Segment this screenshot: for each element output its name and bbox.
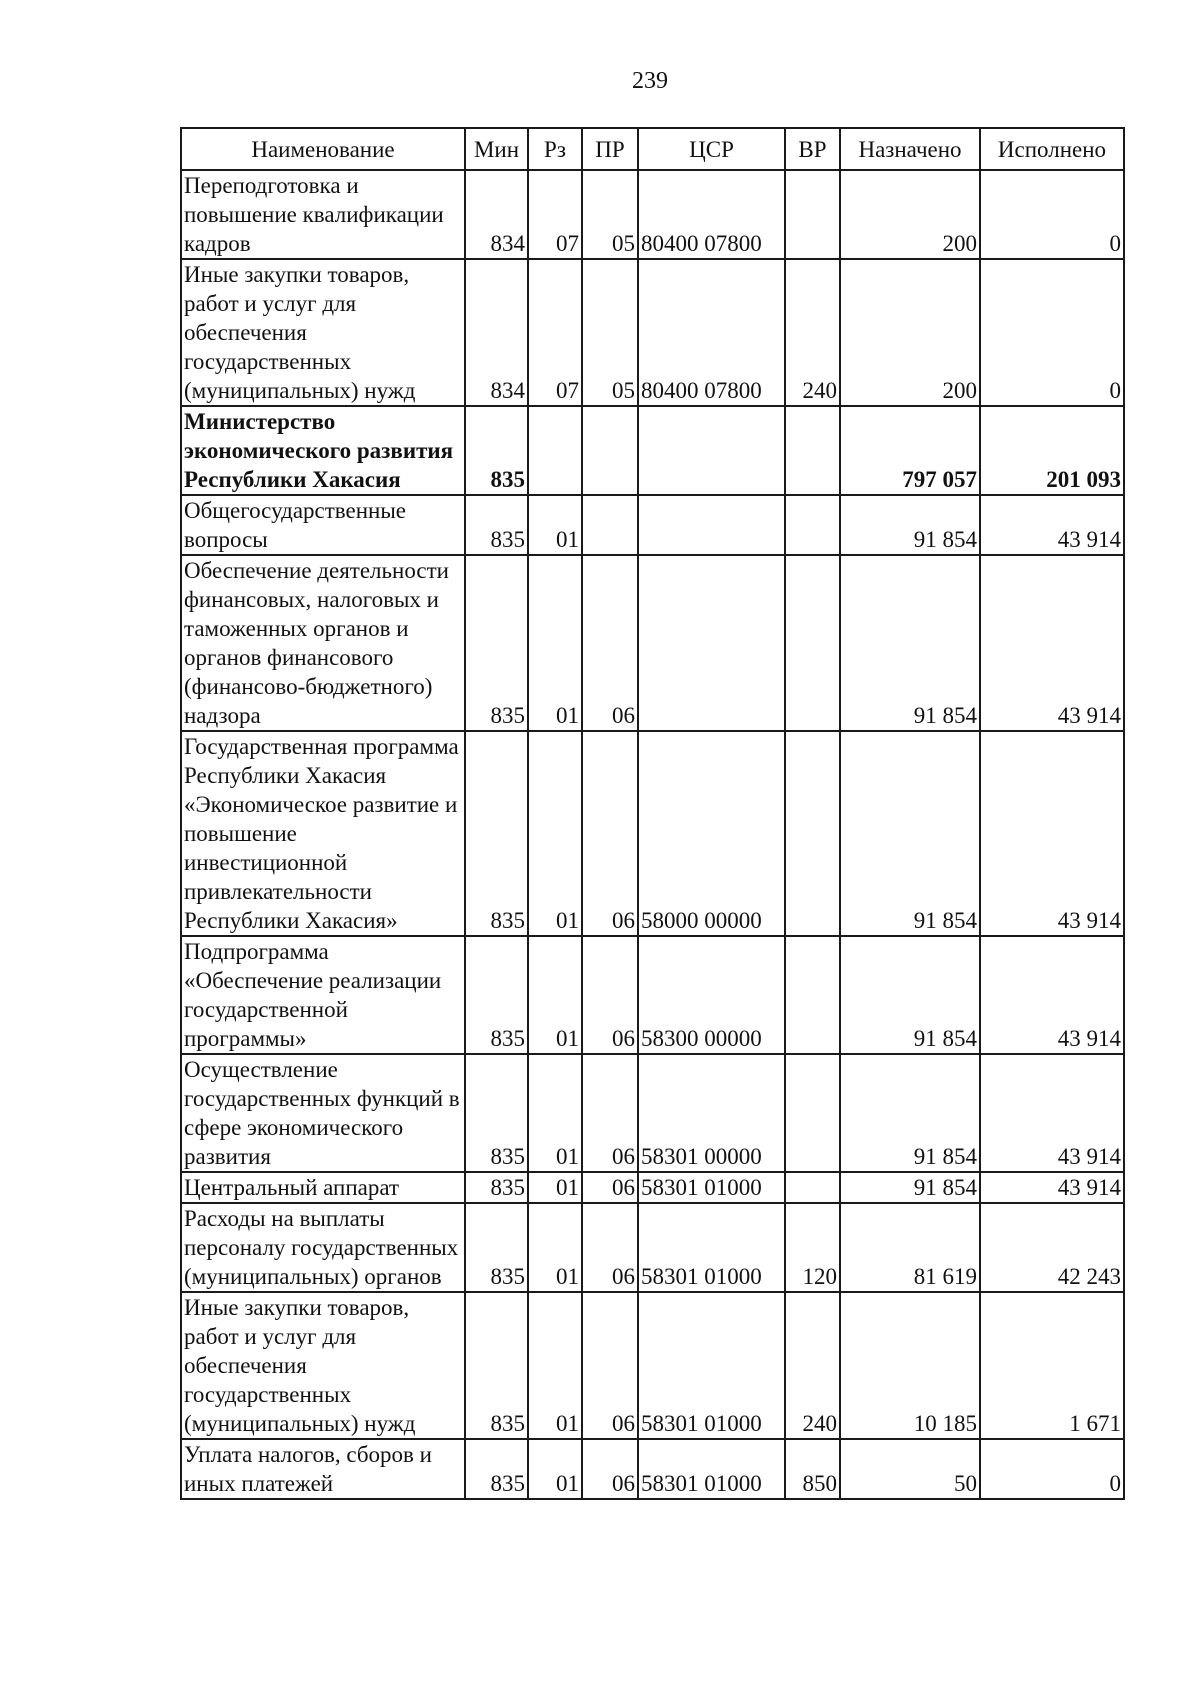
- table-header-row: [181, 128, 1124, 170]
- cell-vr: [785, 495, 840, 555]
- header-csr: ЦСР: [638, 128, 785, 170]
- cell-assigned: 91 854: [840, 1054, 980, 1172]
- cell-assigned: 91 854: [840, 1172, 980, 1203]
- cell-name: Осуществление государственных функций в сфере экономического развития: [181, 1054, 465, 1172]
- cell-assigned: 10 185: [840, 1292, 980, 1439]
- cell-rz: 01: [528, 555, 582, 731]
- cell-csr: 58301 01000: [638, 1172, 785, 1203]
- cell-min: 835: [465, 1203, 528, 1292]
- cell-name: Общегосударственные вопросы: [181, 495, 465, 555]
- cell-name: Подпрограмма «Обеспечение реализации государственной программы»: [181, 936, 465, 1054]
- cell-assigned: 200: [840, 259, 980, 406]
- cell-assigned: 50: [840, 1439, 980, 1499]
- cell-vr: [785, 170, 840, 259]
- cell-name: Иные закупки товаров, работ и услуг для обеспечения государственных (муниципальных) нужд: [181, 259, 465, 406]
- cell-vr: [785, 731, 840, 936]
- cell-executed: 201 093: [980, 406, 1124, 495]
- cell-min: 835: [465, 495, 528, 555]
- cell-name: Переподготовка и повышение квалификации кадров: [181, 170, 465, 259]
- cell-executed: 43 914: [980, 731, 1124, 936]
- cell-executed: 43 914: [980, 1054, 1124, 1172]
- cell-pr: 06: [582, 1292, 638, 1439]
- cell-csr: [638, 495, 785, 555]
- table-row: [181, 936, 1124, 1054]
- cell-executed: 0: [980, 259, 1124, 406]
- cell-name: Уплата налогов, сборов и иных платежей: [181, 1439, 465, 1499]
- cell-vr: [785, 1054, 840, 1172]
- cell-csr: [638, 406, 785, 495]
- cell-csr: 80400 07800: [638, 259, 785, 406]
- cell-pr: 05: [582, 259, 638, 406]
- cell-assigned: 81 619: [840, 1203, 980, 1292]
- cell-csr: 58000 00000: [638, 731, 785, 936]
- cell-rz: 01: [528, 936, 582, 1054]
- cell-pr: 06: [582, 1054, 638, 1172]
- cell-executed: 1 671: [980, 1292, 1124, 1439]
- cell-name: Расходы на выплаты персоналу государственных (муниципальных) органов: [181, 1203, 465, 1292]
- cell-csr: [638, 555, 785, 731]
- cell-pr: 06: [582, 731, 638, 936]
- cell-min: 835: [465, 1439, 528, 1499]
- header-assigned: Назначено: [840, 128, 980, 170]
- cell-vr: [785, 555, 840, 731]
- cell-min: 834: [465, 259, 528, 406]
- cell-vr: [785, 1172, 840, 1203]
- cell-pr: [582, 495, 638, 555]
- cell-csr: 58300 00000: [638, 936, 785, 1054]
- table-row: [181, 1172, 1124, 1203]
- page-number: 239: [632, 68, 668, 94]
- cell-name: Центральный аппарат: [181, 1172, 465, 1203]
- cell-name: Обеспечение деятельности финансовых, налоговых и таможенных органов и органов финансового (финансово-бюджетного) надзора: [181, 555, 465, 731]
- cell-min: 835: [465, 1172, 528, 1203]
- cell-pr: 06: [582, 1172, 638, 1203]
- cell-executed: 0: [980, 170, 1124, 259]
- table-row: [181, 406, 1124, 495]
- cell-min: 834: [465, 170, 528, 259]
- cell-pr: 06: [582, 1439, 638, 1499]
- cell-executed: 42 243: [980, 1203, 1124, 1292]
- cell-assigned: 91 854: [840, 555, 980, 731]
- cell-vr: 850: [785, 1439, 840, 1499]
- cell-csr: 58301 01000: [638, 1439, 785, 1499]
- cell-executed: 43 914: [980, 1172, 1124, 1203]
- budget-table: [180, 127, 1125, 1500]
- table-row: [181, 555, 1124, 731]
- cell-min: 835: [465, 936, 528, 1054]
- cell-vr: [785, 406, 840, 495]
- cell-name: Иные закупки товаров, работ и услуг для обеспечения государственных (муниципальных) нужд: [181, 1292, 465, 1439]
- cell-assigned: 91 854: [840, 495, 980, 555]
- cell-vr: 240: [785, 1292, 840, 1439]
- cell-csr: 58301 01000: [638, 1292, 785, 1439]
- table-row: [181, 259, 1124, 406]
- cell-rz: 01: [528, 731, 582, 936]
- header-pr: ПР: [582, 128, 638, 170]
- cell-pr: [582, 406, 638, 495]
- header-name: Наименование: [181, 128, 465, 170]
- cell-rz: 01: [528, 495, 582, 555]
- cell-pr: 05: [582, 170, 638, 259]
- cell-assigned: 91 854: [840, 936, 980, 1054]
- cell-min: 835: [465, 731, 528, 936]
- cell-vr: [785, 936, 840, 1054]
- cell-min: 835: [465, 555, 528, 731]
- cell-rz: 01: [528, 1203, 582, 1292]
- header-rz: Рз: [528, 128, 582, 170]
- table-row: [181, 731, 1124, 936]
- cell-min: 835: [465, 1292, 528, 1439]
- cell-rz: 01: [528, 1292, 582, 1439]
- cell-csr: 58301 01000: [638, 1203, 785, 1292]
- cell-vr: 240: [785, 259, 840, 406]
- cell-rz: 01: [528, 1054, 582, 1172]
- table-row: [181, 1439, 1124, 1499]
- cell-executed: 43 914: [980, 555, 1124, 731]
- cell-executed: 0: [980, 1439, 1124, 1499]
- header-executed: Исполнено: [980, 128, 1124, 170]
- header-vr: ВР: [785, 128, 840, 170]
- cell-executed: 43 914: [980, 495, 1124, 555]
- cell-rz: 07: [528, 259, 582, 406]
- table-row: [181, 1054, 1124, 1172]
- cell-vr: 120: [785, 1203, 840, 1292]
- cell-min: 835: [465, 1054, 528, 1172]
- cell-assigned: 797 057: [840, 406, 980, 495]
- cell-pr: 06: [582, 555, 638, 731]
- cell-rz: [528, 406, 582, 495]
- cell-min: 835: [465, 406, 528, 495]
- cell-name: Государственная программа Республики Хакасия «Экономическое развитие и повышение инвестиционной привлекательности Республики Хакасия»: [181, 731, 465, 936]
- cell-assigned: 91 854: [840, 731, 980, 936]
- header-min: Мин: [465, 128, 528, 170]
- cell-executed: 43 914: [980, 936, 1124, 1054]
- cell-assigned: 200: [840, 170, 980, 259]
- cell-rz: 01: [528, 1172, 582, 1203]
- cell-rz: 07: [528, 170, 582, 259]
- table-row: [181, 1292, 1124, 1439]
- cell-rz: 01: [528, 1439, 582, 1499]
- cell-pr: 06: [582, 936, 638, 1054]
- cell-csr: 58301 00000: [638, 1054, 785, 1172]
- table-row: [181, 495, 1124, 555]
- cell-pr: 06: [582, 1203, 638, 1292]
- table-row: [181, 1203, 1124, 1292]
- cell-csr: 80400 07800: [638, 170, 785, 259]
- table-row: [181, 170, 1124, 259]
- cell-name: Министерство экономического развития Республики Хакасия: [181, 406, 465, 495]
